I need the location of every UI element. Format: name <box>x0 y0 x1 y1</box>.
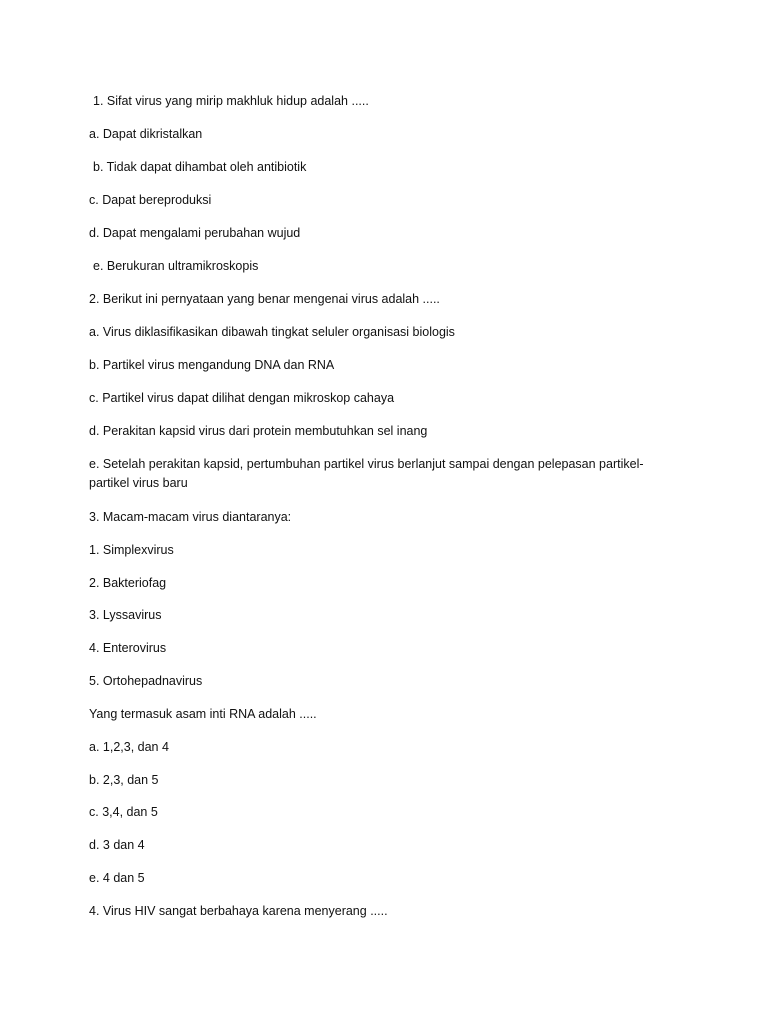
question-2-option-a: a. Virus diklasifikasikan dibawah tingkat seluler organisasi biologis <box>89 325 455 339</box>
question-3-prompt: Yang termasuk asam inti RNA adalah ..... <box>89 707 317 721</box>
question-3-list-item-3: 3. Lyssavirus <box>89 608 162 622</box>
question-3-list-item-1: 1. Simplexvirus <box>89 543 174 557</box>
question-1-option-e: e. Berukuran ultramikroskopis <box>93 259 259 273</box>
question-3-option-a: a. 1,2,3, dan 4 <box>89 740 169 754</box>
question-2-option-d: d. Perakitan kapsid virus dari protein membutuhkan sel inang <box>89 424 428 438</box>
question-3-list-item-4: 4. Enterovirus <box>89 641 167 655</box>
question-3-option-d: d. 3 dan 4 <box>89 838 145 852</box>
question-3-text: 3. Macam-macam virus diantaranya: <box>89 510 292 524</box>
question-1-option-a: a. Dapat dikristalkan <box>89 127 203 141</box>
question-2-text: 2. Berikut ini pernyataan yang benar mengenai virus adalah ..... <box>89 292 440 306</box>
question-3-option-e: e. 4 dan 5 <box>89 871 145 885</box>
question-3-list-item-5: 5. Ortohepadnavirus <box>89 674 203 688</box>
question-2-option-c: c. Partikel virus dapat dilihat dengan mikroskop cahaya <box>89 391 395 405</box>
question-4-text: 4. Virus HIV sangat berbahaya karena menyerang ..... <box>89 904 388 918</box>
question-1-option-c: c. Dapat bereproduksi <box>89 193 212 207</box>
question-2-option-b: b. Partikel virus mengandung DNA dan RNA <box>89 358 335 372</box>
question-1-option-b: b. Tidak dapat dihambat oleh antibiotik <box>93 160 307 174</box>
question-1-option-d: d. Dapat mengalami perubahan wujud <box>89 226 301 240</box>
question-3-option-c: c. 3,4, dan 5 <box>89 805 158 819</box>
question-1-text: 1. Sifat virus yang mirip makhluk hidup adalah ..... <box>93 94 369 108</box>
question-3-option-b: b. 2,3, dan 5 <box>89 773 159 787</box>
question-2-option-e: e. Setelah perakitan kapsid, pertumbuhan partikel virus berlanjut sampai dengan pelepasan partikel-partikel virus baru <box>89 457 644 490</box>
question-3-list-item-2: 2. Bakteriofag <box>89 576 167 590</box>
